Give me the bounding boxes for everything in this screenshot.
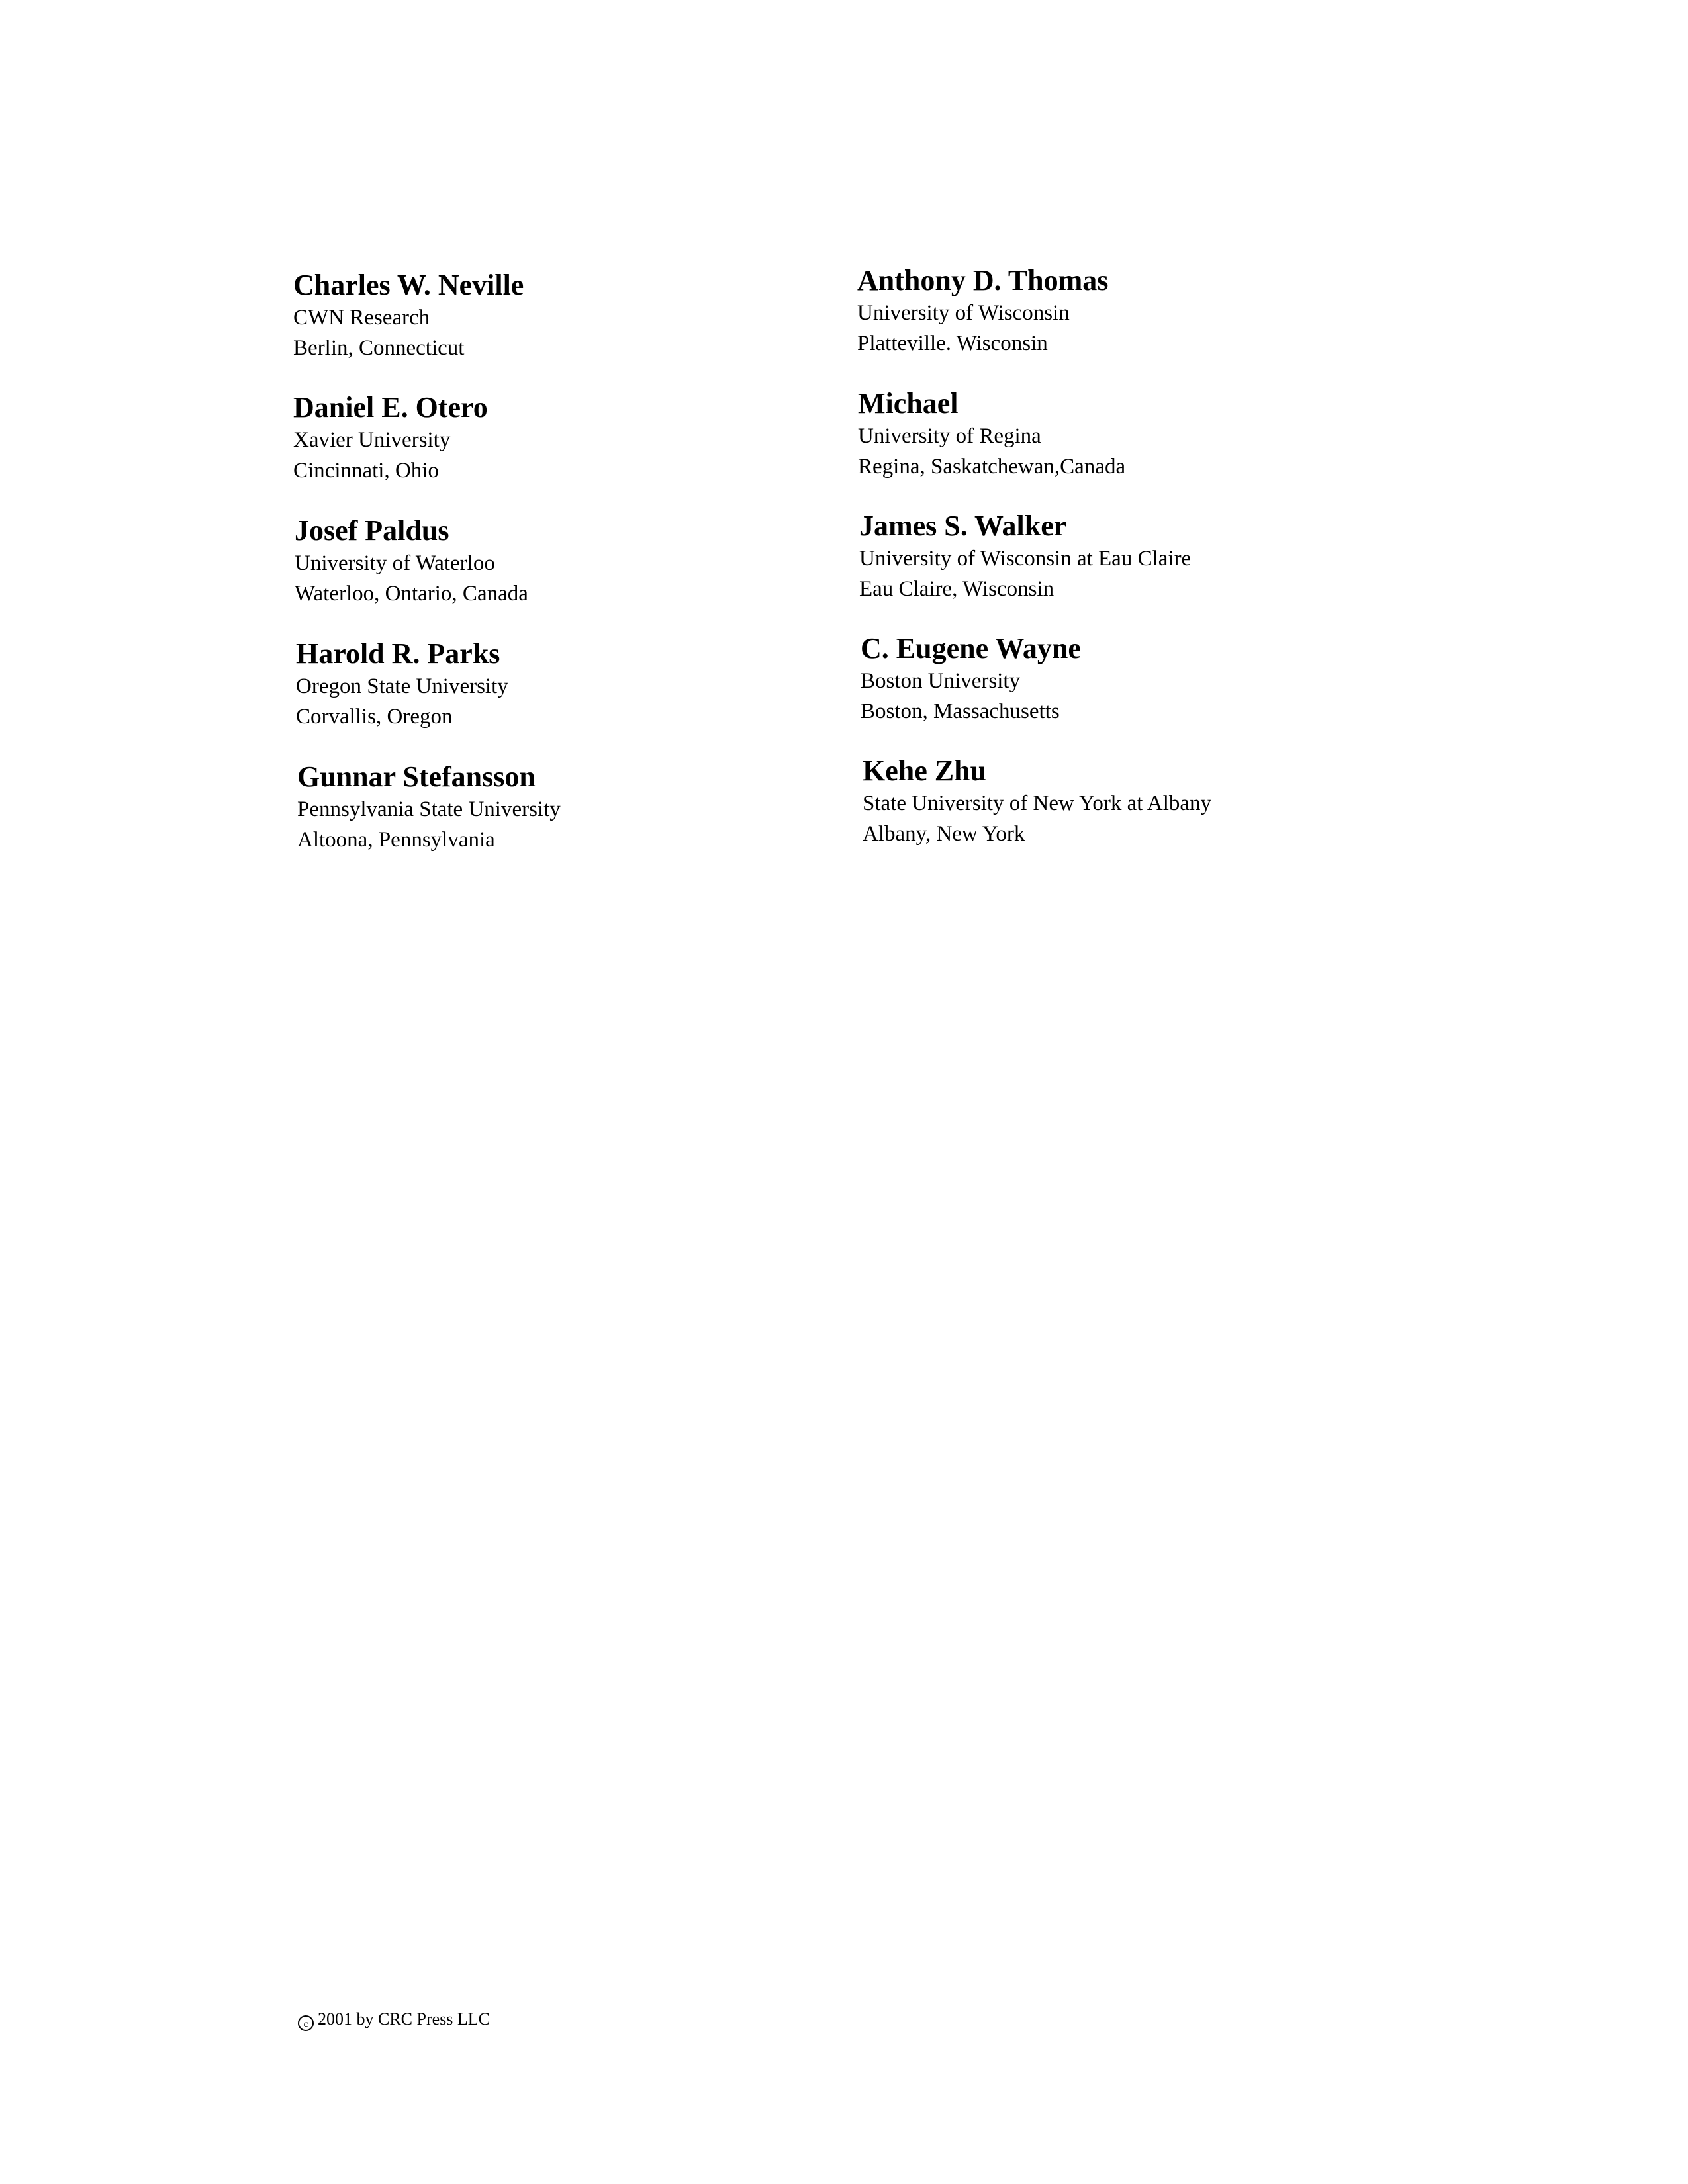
contributor-entry (297, 760, 840, 855)
contributor-affiliation: CWN Research (293, 306, 430, 330)
contributor-affiliation: University of Wisconsin (857, 301, 1070, 325)
contributor-affiliation: Oregon State University (296, 674, 508, 698)
contributor-location: Altoona, Pennsylvania (297, 828, 495, 852)
contributor-entry (861, 631, 1403, 727)
contributor-entry (293, 390, 836, 486)
contributor-name: Josef Paldus (295, 514, 449, 547)
contributor-entry (857, 263, 1400, 359)
contributor-entry (293, 268, 836, 363)
contributor-name: Harold R. Parks (296, 637, 500, 670)
contributor-location: Eau Claire, Wisconsin (859, 577, 1055, 601)
contributor-affiliation: State University of New York at Albany (863, 792, 1212, 815)
contributor-affiliation: University of Regina (858, 424, 1041, 448)
contributor-name: Michael (858, 387, 959, 420)
contributor-affiliation: University of Waterloo (295, 551, 495, 575)
contributor-affiliation: Xavier University (293, 428, 451, 452)
copyright-icon: c (298, 2015, 314, 2031)
contributor-location: Platteville. Wisconsin (857, 332, 1048, 355)
contributor-entry (859, 509, 1402, 604)
contributor-name: Kehe Zhu (863, 754, 987, 787)
contributor-affiliation: Boston University (861, 669, 1021, 693)
contributor-location: Waterloo, Ontario, Canada (295, 582, 528, 606)
contributor-entry (863, 754, 1405, 849)
contributor-location: Corvallis, Oregon (296, 705, 453, 729)
contributor-affiliation: University of Wisconsin at Eau Claire (859, 547, 1192, 570)
contributor-location: Cincinnati, Ohio (293, 459, 439, 482)
contributor-entry (295, 514, 837, 609)
contributor-location: Berlin, Connecticut (293, 336, 465, 360)
copyright-footer (298, 2009, 490, 2031)
contributor-name: Charles W. Neville (293, 269, 524, 301)
copyright-text: 2001 by CRC Press LLC (318, 2009, 491, 2028)
contributor-entry (296, 637, 839, 732)
contributor-location: Albany, New York (863, 822, 1025, 846)
contributor-name: James S. Walker (859, 510, 1067, 542)
contributor-affiliation: Pennsylvania State University (297, 797, 561, 821)
contributor-name: C. Eugene Wayne (861, 632, 1081, 664)
contributor-name: Gunnar Stefansson (297, 760, 536, 793)
contributor-location: Boston, Massachusetts (861, 700, 1060, 723)
contributor-name: Anthony D. Thomas (857, 264, 1109, 296)
contributor-entry (858, 387, 1401, 482)
contributor-location: Regina, Saskatchewan,Canada (858, 455, 1126, 478)
contributor-name: Daniel E. Otero (293, 391, 488, 424)
